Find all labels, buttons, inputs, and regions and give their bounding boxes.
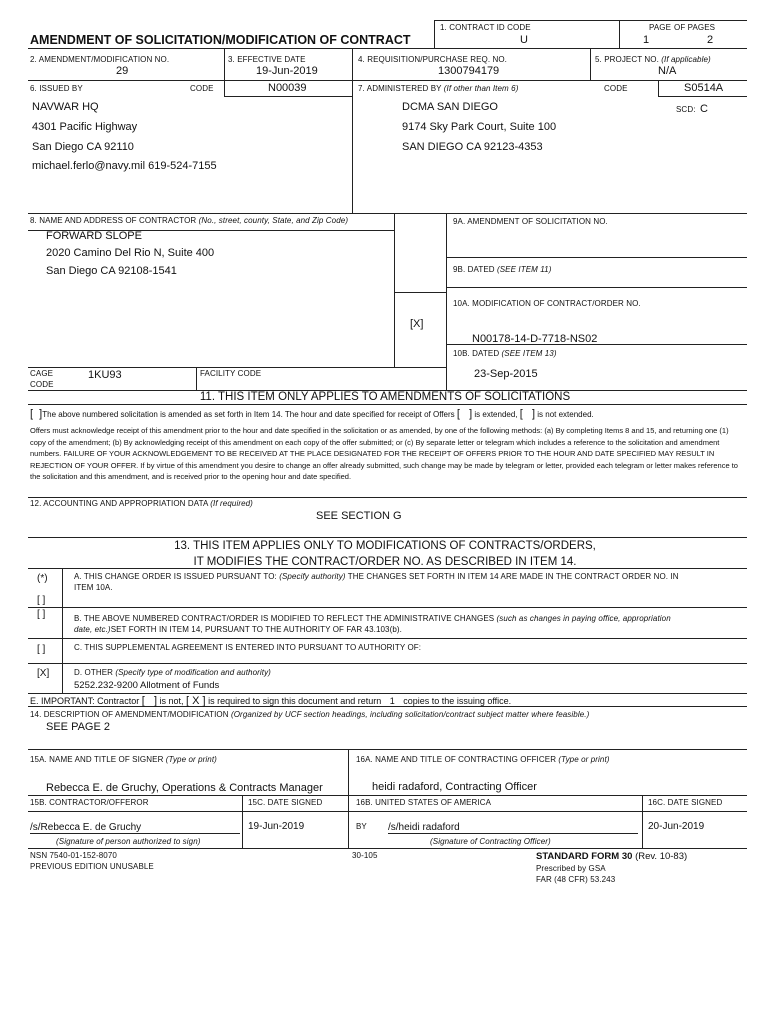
item-11-checkbox-amended[interactable]: [ ] <box>30 408 43 420</box>
administered-by-label <box>358 84 518 93</box>
item-11-text-a: The above numbered solicitation is amended as set forth in Item 14. The hour and date specified for receipt of Offers <box>42 410 455 419</box>
footer-standard-form <box>536 851 687 862</box>
item-16c-label: 16C. DATE SIGNED <box>648 798 723 807</box>
item-13-heading-2: IT MODIFIES THE CONTRACT/ORDER NO. AS DESCRIBED IN ITEM 14. <box>193 556 577 568</box>
item-14-label-text: 14. DESCRIPTION OF AMENDMENT/MODIFICATION <box>30 710 229 719</box>
issued-code-label: CODE <box>190 84 214 93</box>
item-16a-label <box>356 755 610 764</box>
page-label: PAGE <box>649 23 672 32</box>
item-15c-value: 19-Jun-2019 <box>248 821 305 832</box>
item-13b-text <box>74 614 671 623</box>
item-16b-by-label: BY <box>356 822 367 831</box>
contractor-label <box>30 216 348 225</box>
footer-standard-form-title: STANDARD FORM 30 <box>536 851 633 862</box>
cage-code-value: 1KU93 <box>88 369 122 381</box>
item-13a-text-2: THE CHANGES SET FORTH IN ITEM 14 ARE MADE IN THE CONTRACT ORDER NO. IN <box>347 572 679 581</box>
footer-prescribed: Prescribed by GSA <box>536 864 606 873</box>
pages-value: 2 <box>707 34 714 46</box>
item-9b-label <box>453 265 551 274</box>
item-12-label-note: (If required) <box>210 499 253 508</box>
item-16a-label-note: (Type or print) <box>558 755 610 764</box>
contractor-line-3: San Diego CA 92108-1541 <box>46 265 177 277</box>
item-9b-label-note: (SEE ITEM 11) <box>496 265 552 274</box>
admin-code-label: CODE <box>604 84 628 93</box>
item-15a-label-note: (Type or print) <box>165 755 217 764</box>
item-13d-text-note: (Specify type of modification and authority) <box>115 668 271 677</box>
page-value: 1 <box>643 34 650 46</box>
admin-line-1: DCMA SAN DIEGO <box>402 101 498 113</box>
effective-date-value: 19-Jun-2019 <box>256 65 318 77</box>
item-14-value: SEE PAGE 2 <box>46 721 110 733</box>
item-9a-label: 9A. AMENDMENT OF SOLICITATION NO. <box>453 217 608 226</box>
footer-far: FAR (48 CFR) 53.243 <box>536 875 616 884</box>
item-9b-label-text: 9B. DATED <box>453 265 495 274</box>
footer-previous-edition: PREVIOUS EDITION UNUSABLE <box>30 862 154 871</box>
item-13d-checkbox[interactable]: [X] <box>37 668 50 679</box>
issued-by-line-4: michael.ferlo@navy.mil 619-524-7155 <box>32 160 217 172</box>
requisition-label: 4. REQUISITION/PURCHASE REQ. NO. <box>358 55 508 64</box>
item-15b-note: (Signature of person authorized to sign) <box>56 837 201 846</box>
item-13b-text-1: B. THE ABOVE NUMBERED CONTRACT/ORDER IS MODIFIED TO REFLECT THE ADMINISTRATIVE CHANGES <box>74 614 495 623</box>
important-checkbox-not[interactable]: [ ] <box>141 695 157 707</box>
item-13d-text <box>74 668 271 677</box>
item-13c-text: C. THIS SUPPLEMENTAL AGREEMENT IS ENTERED INTO PURSUANT TO AUTHORITY OF: <box>74 643 422 652</box>
important-text-e: copies to the issuing office. <box>403 696 512 706</box>
item-13d-text-main: D. OTHER <box>74 668 114 677</box>
item-11-paragraph: Offers must acknowledge receipt of this amendment prior to the hour and date specified in the solicitation or as amended, by one of the following methods: (a) By completing Items 8 and 15, and returning one (1) copy of the amendment; (b) By acknowledging receipt of this amendment on each copy of the offer submitted; or (c) By separate letter or telegram which includes a reference to the solicitation and amendment numbers. FAILURE OF YOUR ACKNOWLEDGEMENT TO BE RECEIVED AT THE PLACE DESIGNATED FOR THE RECEIPT OF OFFERS PRIOR TO THE HOUR AND DATE SPECIFIED MAY RESULT IN REJECTION OF YOUR OFFER. If by virtue of this amendment you desire to change an offer already submitted, such change may be made by telegram or letter, provided each telegram or letter makes reference to the solicitation and this amendment, and is received prior to the opening hour and date specified. <box>30 426 738 482</box>
item-13a-text-note: (Specify authority) <box>279 572 346 581</box>
important-checkbox-required[interactable]: [ X ] <box>186 695 206 707</box>
item-10b-label <box>453 349 557 358</box>
item-16b-note: (Signature of Contracting Officer) <box>430 837 551 846</box>
project-no-label-note: (If applicable) <box>661 55 711 64</box>
contractor-line-2: 2020 Camino Del Rio N, Suite 400 <box>46 247 215 259</box>
item-12-label <box>30 499 253 508</box>
important-text-b: is not, <box>159 696 184 706</box>
item-16a-label-text: 16A. NAME AND TITLE OF CONTRACTING OFFICER <box>356 755 557 764</box>
item-14-label <box>30 710 589 719</box>
item-13a-text-1: A. THIS CHANGE ORDER IS ISSUED PURSUANT TO: <box>74 572 277 581</box>
item-10b-label-note: (SEE ITEM 13) <box>501 349 557 358</box>
item-13b-text-2: SET FORTH IN ITEM 14, PURSUANT TO THE AUTHORITY OF FAR 43.103(b). <box>110 625 402 634</box>
cage-label-2: CODE <box>30 380 54 389</box>
contract-id-value: U <box>520 34 528 46</box>
item-11-checkbox-not-extended[interactable]: [ ] <box>519 408 536 420</box>
item-16b-signature: /s/heidi radaford <box>388 822 638 834</box>
item-15b-signature: /s/Rebecca E. de Gruchy <box>30 822 240 834</box>
item-13a-text-3: ITEM 10A. <box>74 583 113 592</box>
issued-by-label: 6. ISSUED BY <box>30 84 83 93</box>
item-11-text-b: is extended, <box>474 410 518 419</box>
issued-by-line-1: NAVWAR HQ <box>32 101 99 113</box>
item-12-label-text: 12. ACCOUNTING AND APPROPRIATION DATA <box>30 499 208 508</box>
footer-form-code: 30-105 <box>352 851 378 860</box>
project-no-label <box>595 55 711 64</box>
scd-value: C <box>699 103 708 115</box>
admin-line-2: 9174 Sky Park Court, Suite 100 <box>402 121 557 133</box>
item-10a-value: N00178-14-D-7718-NS02 <box>472 333 598 345</box>
item-16c-value: 20-Jun-2019 <box>648 821 705 832</box>
project-no-value: N/A <box>658 65 677 77</box>
administered-by-label-text: 7. ADMINISTERED BY <box>358 84 442 93</box>
amendment-no-label: 2. AMENDMENT/MODIFICATION NO. <box>30 55 170 64</box>
item-13b-text-note: (such as changes in paying office, appropriation <box>496 614 671 623</box>
item-10a-label: 10A. MODIFICATION OF CONTRACT/ORDER NO. <box>453 299 641 308</box>
item-15a-label <box>30 755 217 764</box>
admin-code-value: S0514A <box>684 82 724 94</box>
item-13b-checkbox-1[interactable]: [ ] <box>37 595 46 606</box>
item-11-text-c: is not extended. <box>537 410 594 419</box>
issued-by-line-2: 4301 Pacific Highway <box>32 121 138 133</box>
scd-field <box>676 99 708 117</box>
item-11-heading: 11. THIS ITEM ONLY APPLIES TO AMENDMENTS OF SOLICITATIONS <box>199 391 571 403</box>
item-10b-value: 23-Sep-2015 <box>474 368 538 380</box>
facility-code-label: FACILITY CODE <box>200 369 262 378</box>
item-13a-text <box>74 572 679 581</box>
administered-by-label-note: (If other than Item 6) <box>443 84 519 93</box>
of-pages-label: OF PAGES <box>674 23 716 32</box>
item-13-heading-1: 13. THIS ITEM APPLIES ONLY TO MODIFICATIONS OF CONTRACTS/ORDERS, <box>174 540 596 552</box>
item-11-checkbox-extended[interactable]: [ ] <box>456 408 473 420</box>
cage-label-1: CAGE <box>30 369 54 378</box>
scd-label: SCD: <box>676 105 696 114</box>
contractor-label-note: (No., street, county, State, and Zip Code) <box>198 216 349 225</box>
form-title: AMENDMENT OF SOLICITATION/MODIFICATION OF CONTRACT <box>30 33 411 47</box>
item-10-checkbox[interactable]: [X] <box>410 318 424 330</box>
important-line <box>30 695 511 707</box>
item-10b-label-text: 10B. DATED <box>453 349 500 358</box>
item-14-label-note: (Organized by UCF section headings, including solicitation/contract subject matter where feasible.) <box>230 710 590 719</box>
important-copies: 1 <box>384 696 401 707</box>
important-text-d: is required to sign this document and return <box>208 696 382 706</box>
issued-code-value: N00039 <box>268 82 307 94</box>
amendment-no-value: 29 <box>116 65 129 77</box>
item-15a-label-text: 15A. NAME AND TITLE OF SIGNER <box>30 755 164 764</box>
item-11-line-1 <box>30 408 594 420</box>
contractor-line-1: FORWARD SLOPE <box>46 230 142 242</box>
item-13b-checkbox-2[interactable]: [ ] <box>37 609 46 620</box>
item-13a-checkbox[interactable]: (*) <box>37 573 48 584</box>
project-no-label-text: 5. PROJECT NO. <box>595 55 659 64</box>
item-13c-checkbox[interactable]: [ ] <box>37 644 46 655</box>
footer-standard-form-rev: (Rev. 10-83) <box>635 851 688 862</box>
item-13b-text-line2 <box>74 625 402 634</box>
item-12-value: SEE SECTION G <box>316 510 402 522</box>
contract-id-label: 1. CONTRACT ID CODE <box>440 23 531 32</box>
item-13d-value: 5252.232-9200 Allotment of Funds <box>74 680 220 691</box>
effective-date-label: 3. EFFECTIVE DATE <box>228 55 306 64</box>
contractor-label-text: 8. NAME AND ADDRESS OF CONTRACTOR <box>30 216 197 225</box>
item-15b-label: 15B. CONTRACTOR/OFFEROR <box>30 798 149 807</box>
item-15c-label: 15C. DATE SIGNED <box>248 798 323 807</box>
item-15a-value: Rebecca E. de Gruchy, Operations & Contracts Manager <box>46 782 323 794</box>
footer-nsn: NSN 7540-01-152-8070 <box>30 851 117 860</box>
requisition-value: 1300794179 <box>438 65 500 77</box>
important-text-a: E. IMPORTANT: Contractor <box>30 696 140 706</box>
item-16b-label: 16B. UNITED STATES OF AMERICA <box>356 798 492 807</box>
item-16a-value: heidi radaford, Contracting Officer <box>372 781 537 793</box>
item-13b-text-note-2: date, etc.) <box>74 625 111 634</box>
issued-by-line-3: San Diego CA 92110 <box>32 141 134 153</box>
admin-line-3: SAN DIEGO CA 92123-4353 <box>402 141 543 153</box>
